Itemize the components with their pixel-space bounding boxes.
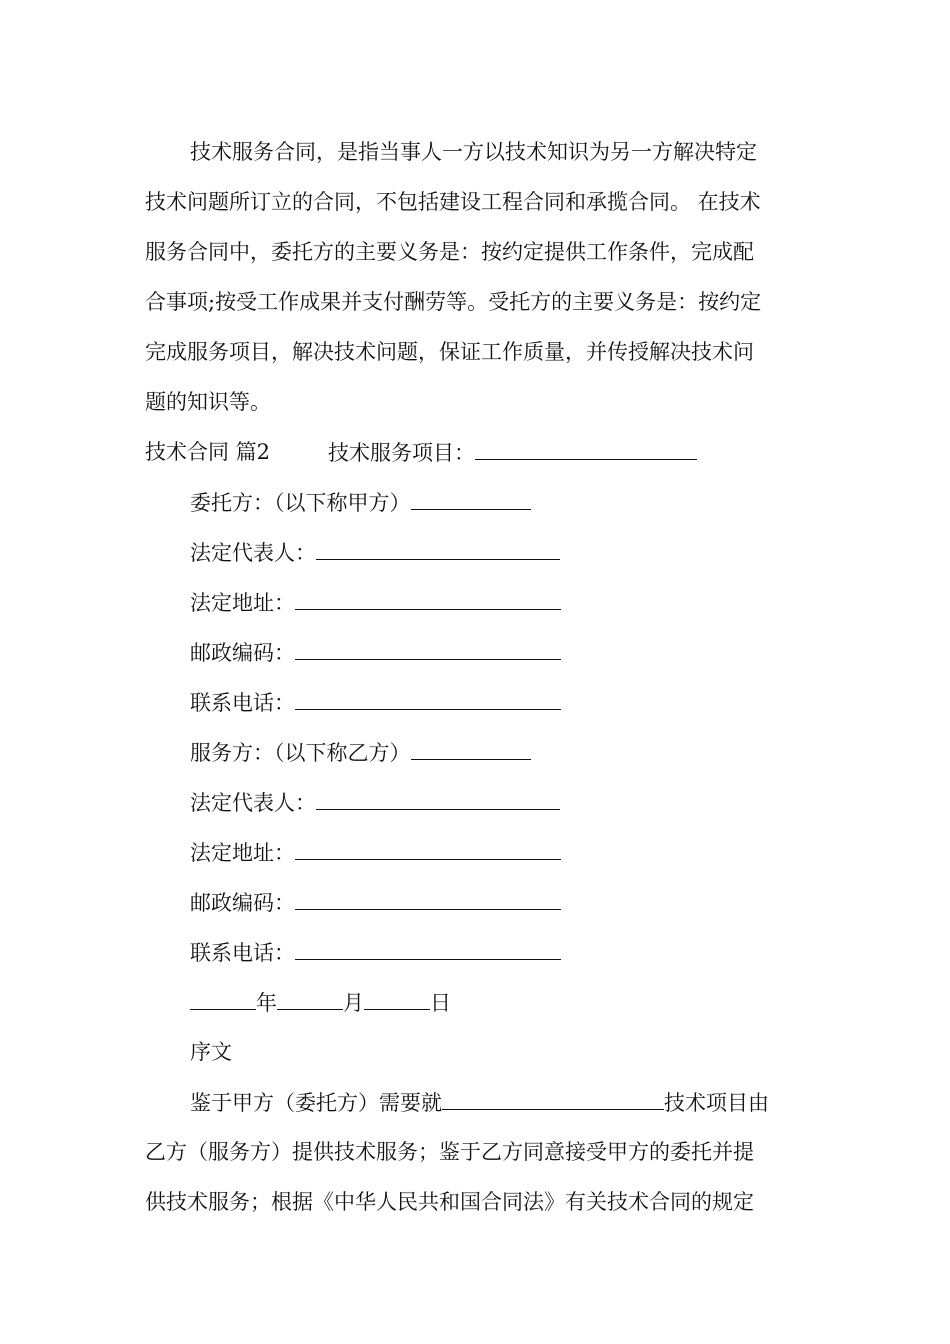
client-address-row (190, 587, 561, 618)
intro-line-5: 完成服务项目，解决技术问题，保证工作质量，并传授解决技术问 (145, 340, 754, 364)
intro-line-3: 服务合同中，委托方的主要义务是：按约定提供工作条件，完成配 (145, 240, 754, 264)
client-phone-label: 联系电话： (190, 691, 295, 715)
project-blank[interactable] (475, 437, 697, 460)
intro-line-1: 技术服务合同，是指当事人一方以技术知识为另一方解决特定 (190, 140, 757, 164)
date-row (190, 987, 451, 1018)
date-month-label: 月 (343, 991, 364, 1015)
provider-phone-label: 联系电话： (190, 941, 295, 965)
client-postcode-row (190, 637, 561, 668)
client-rep-label: 法定代表人： (190, 541, 316, 565)
provider-postcode-label: 邮政编码： (190, 891, 295, 915)
preface-title: 序文 (190, 1040, 232, 1064)
client-address-label: 法定地址： (190, 591, 295, 615)
provider-rep-label: 法定代表人： (190, 791, 316, 815)
provider-phone-row (190, 937, 561, 968)
intro-line-6: 题的知识等。 (145, 390, 271, 414)
provider-postcode-blank[interactable] (295, 887, 561, 910)
provider-party-blank[interactable] (411, 737, 531, 760)
project-row (328, 437, 697, 468)
provider-phone-blank[interactable] (295, 937, 561, 960)
client-rep-row (190, 537, 560, 568)
preface-line-1-start: 鉴于甲方（委托方）需要就 (190, 1091, 442, 1115)
provider-rep-row (190, 787, 560, 818)
provider-party-row (190, 737, 531, 768)
provider-party-label: 服务方：（以下称乙方） (190, 741, 411, 765)
client-phone-blank[interactable] (295, 687, 561, 710)
intro-line-4: 合事项;按受工作成果并支付酬劳等。受托方的主要义务是：按约定 (145, 290, 762, 314)
date-day-blank[interactable] (364, 987, 430, 1010)
client-postcode-label: 邮政编码： (190, 641, 295, 665)
client-rep-blank[interactable] (316, 537, 560, 560)
client-phone-row (190, 687, 561, 718)
provider-address-row (190, 837, 561, 868)
client-postcode-blank[interactable] (295, 637, 561, 660)
client-address-blank[interactable] (295, 587, 561, 610)
provider-postcode-row (190, 887, 561, 918)
preface-line-3: 供技术服务；根据《中华人民共和国合同法》有关技术合同的规定 (145, 1190, 754, 1214)
preface-project-blank[interactable] (442, 1087, 664, 1110)
client-party-label: 委托方：（以下称甲方） (190, 491, 411, 515)
provider-address-blank[interactable] (295, 837, 561, 860)
section-heading (145, 437, 270, 467)
preface-line-1-end: 技术项目由 (664, 1091, 769, 1115)
section-heading-text: 技术合同 篇2 (145, 440, 271, 464)
date-year-blank[interactable] (190, 987, 256, 1010)
date-month-blank[interactable] (277, 987, 343, 1010)
preface-line-1 (190, 1087, 769, 1118)
intro-line-2: 技术问题所订立的合同，不包括建设工程合同和承揽合同。 在技术 (145, 190, 761, 214)
preface-line-2: 乙方（服务方）提供技术服务；鉴于乙方同意接受甲方的委托并提 (145, 1140, 754, 1164)
date-day-label: 日 (430, 991, 451, 1015)
date-year-label: 年 (256, 991, 277, 1015)
project-label: 技术服务项目： (328, 441, 475, 465)
provider-address-label: 法定地址： (190, 841, 295, 865)
provider-rep-blank[interactable] (316, 787, 560, 810)
client-party-blank[interactable] (411, 487, 531, 510)
client-party-row (190, 487, 531, 518)
